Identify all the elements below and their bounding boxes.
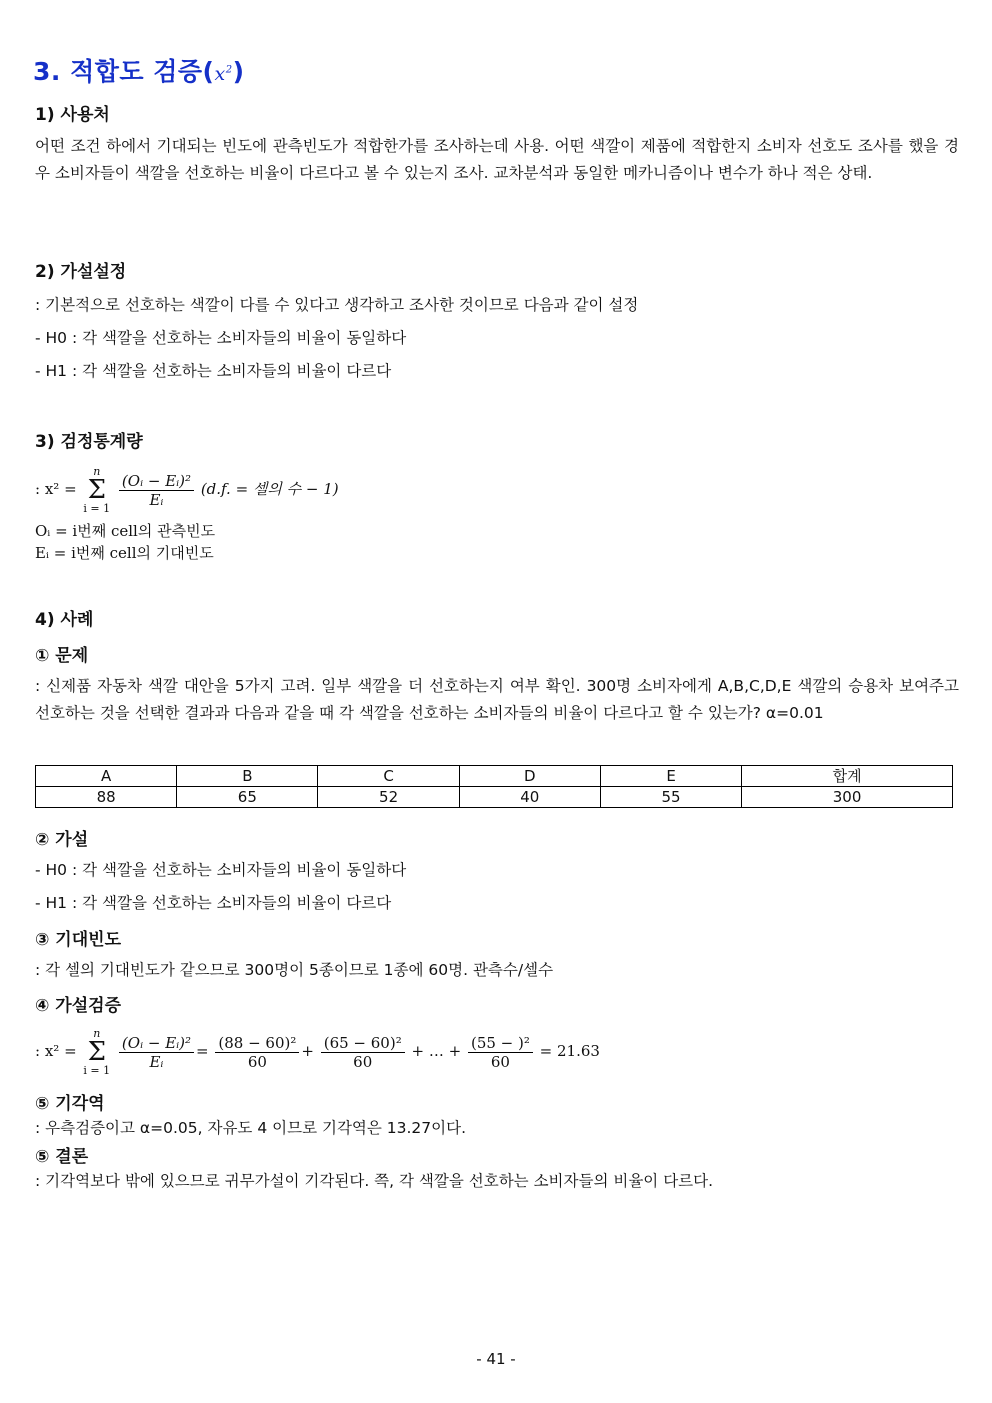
table-header-row [36, 766, 953, 787]
expected-body: : 각 셀의 기대빈도가 같으므로 300명이 5종이므로 1종에 60명. 관측수/셀수 [35, 961, 554, 979]
table-cell: 88 [36, 787, 177, 808]
def-expected: Eᵢ = i번째 cell의 기대빈도 [35, 544, 214, 562]
heading-critical-region: ⑤ 기각역 [35, 1094, 105, 1114]
problem-body: : 신제품 자동차 색깔 대안을 5가지 고려. 일부 색깔을 더 선호하는지 여부 확인. 300명 소비자에게 A,B,C,D,E 색깔의 승용차 보여주고 선호하는 것을 선택한 결과과 다음과 같을 때 각 색깔을 선호하는 소비자들의 비율이 다르다고 할 수 있는가? α=0.01 [35, 677, 959, 722]
heading-test-statistic: 3) 검정통계량 [35, 432, 143, 452]
usage-body: 어떤 조건 하에서 기대되는 빈도에 관측빈도가 적합한가를 조사하는데 사용. 어떤 색깔이 제품에 적합한지 소비자 선호도 조사를 했을 경우 소비자들이 색깔을 선호하는 비율이 다르다고 볼 수 있는지 조사. 교차분석과 동일한 메카니즘이나 변수가 하나 적은 상태. [35, 137, 959, 182]
example-h0: - H0 : 각 색깔을 선호하는 소비자들의 비율이 동일하다 [35, 861, 407, 879]
table-cell: C [318, 766, 459, 787]
table-cell: 55 [600, 787, 741, 808]
test-formula: : x² = n Σ i = 1 $\frac{\text{(Oᵢ − Eᵢ)²}}{\text{Eᵢ}}$ = $\frac{\text{(88 − 60)²}}{60}$ + $\frac{\text{(65 − 60)²}}{60}$ + … + $\frac{\text{(55 − )²}}{60}$ = 21.63 [35, 1027, 600, 1077]
hypothesis-intro: : 기본적으로 선호하는 색깔이 다를 수 있다고 생각하고 조사한 것이므로 다음과 같이 설정 [35, 296, 639, 314]
table-cell: 300 [742, 787, 953, 808]
heading-usage: 1) 사용처 [35, 105, 110, 125]
hypothesis-h1: - H1 : 각 색깔을 선호하는 소비자들의 비율이 다르다 [35, 362, 392, 380]
def-observed: Oᵢ = i번째 cell의 관측빈도 [35, 522, 216, 540]
test-fraction-b: $\frac{\text{(65 − 60)²}}{60}$ [321, 1034, 405, 1071]
table-cell: 52 [318, 787, 459, 808]
observation-table [35, 765, 953, 808]
heading-hypothesis-example: ② 가설 [35, 830, 89, 850]
page-number: - 41 - [476, 1350, 516, 1368]
statistic-fraction: $\frac{\text{(Oᵢ − Eᵢ)²}}{\text{Eᵢ}}$ [119, 472, 194, 509]
heading-test: ④ 가설검증 [35, 996, 121, 1016]
table-cell: A [36, 766, 177, 787]
sum-symbol: n Σ i = 1 [83, 465, 111, 515]
conclusion-body: : 기각역보다 밖에 있으므로 귀무가설이 기각된다. 쯕, 각 색깔을 선호하는 소비자들의 비율이 다르다. [35, 1172, 714, 1190]
table-cell: 40 [459, 787, 600, 808]
statistic-formula: : x² = n Σ i = 1 $\frac{\text{(Oᵢ − Eᵢ)²}}{\text{Eᵢ}}$ (d.f. = 셀의 수 − 1) [35, 465, 339, 515]
heading-hypothesis: 2) 가설설정 [35, 262, 127, 282]
test-fraction-a: $\frac{\text{(88 − 60)²}}{60}$ [215, 1034, 299, 1071]
example-h1: - H1 : 각 색깔을 선호하는 소비자들의 비율이 다르다 [35, 894, 392, 912]
hypothesis-h0: - H0 : 각 색깔을 선호하는 소비자들의 비율이 동일하다 [35, 329, 407, 347]
chi-symbol: $x^2$ [214, 63, 233, 85]
test-fraction-general: $\frac{\text{(Oᵢ − Eᵢ)²}}{\text{Eᵢ}}$ [119, 1034, 194, 1071]
sum-symbol: n Σ i = 1 [83, 1027, 111, 1077]
degrees-of-freedom: (d.f. = 셀의 수 − 1) [200, 480, 339, 498]
table-cell: B [177, 766, 318, 787]
table-cell: D [459, 766, 600, 787]
section-title: 3. 적합도 검증$(x^2)$ [33, 57, 245, 86]
test-fraction-e: $\frac{\text{(55 − )²}}{60}$ [468, 1034, 533, 1071]
critical-region-body: : 우측검증이고 α=0.05, 자유도 4 이므로 기각역은 13.27이다. [35, 1119, 467, 1137]
heading-problem: ① 문제 [35, 646, 89, 666]
test-ellipsis: + … + [411, 1042, 462, 1060]
table-cell: 65 [177, 787, 318, 808]
table-row [36, 787, 953, 808]
table-cell: 합계 [742, 766, 953, 787]
heading-conclusion: ⑤ 결론 [35, 1147, 89, 1167]
table-cell: E [600, 766, 741, 787]
heading-expected: ③ 기대빈도 [35, 930, 121, 950]
test-result: = 21.63 [539, 1042, 600, 1060]
heading-example: 4) 사례 [35, 610, 94, 630]
